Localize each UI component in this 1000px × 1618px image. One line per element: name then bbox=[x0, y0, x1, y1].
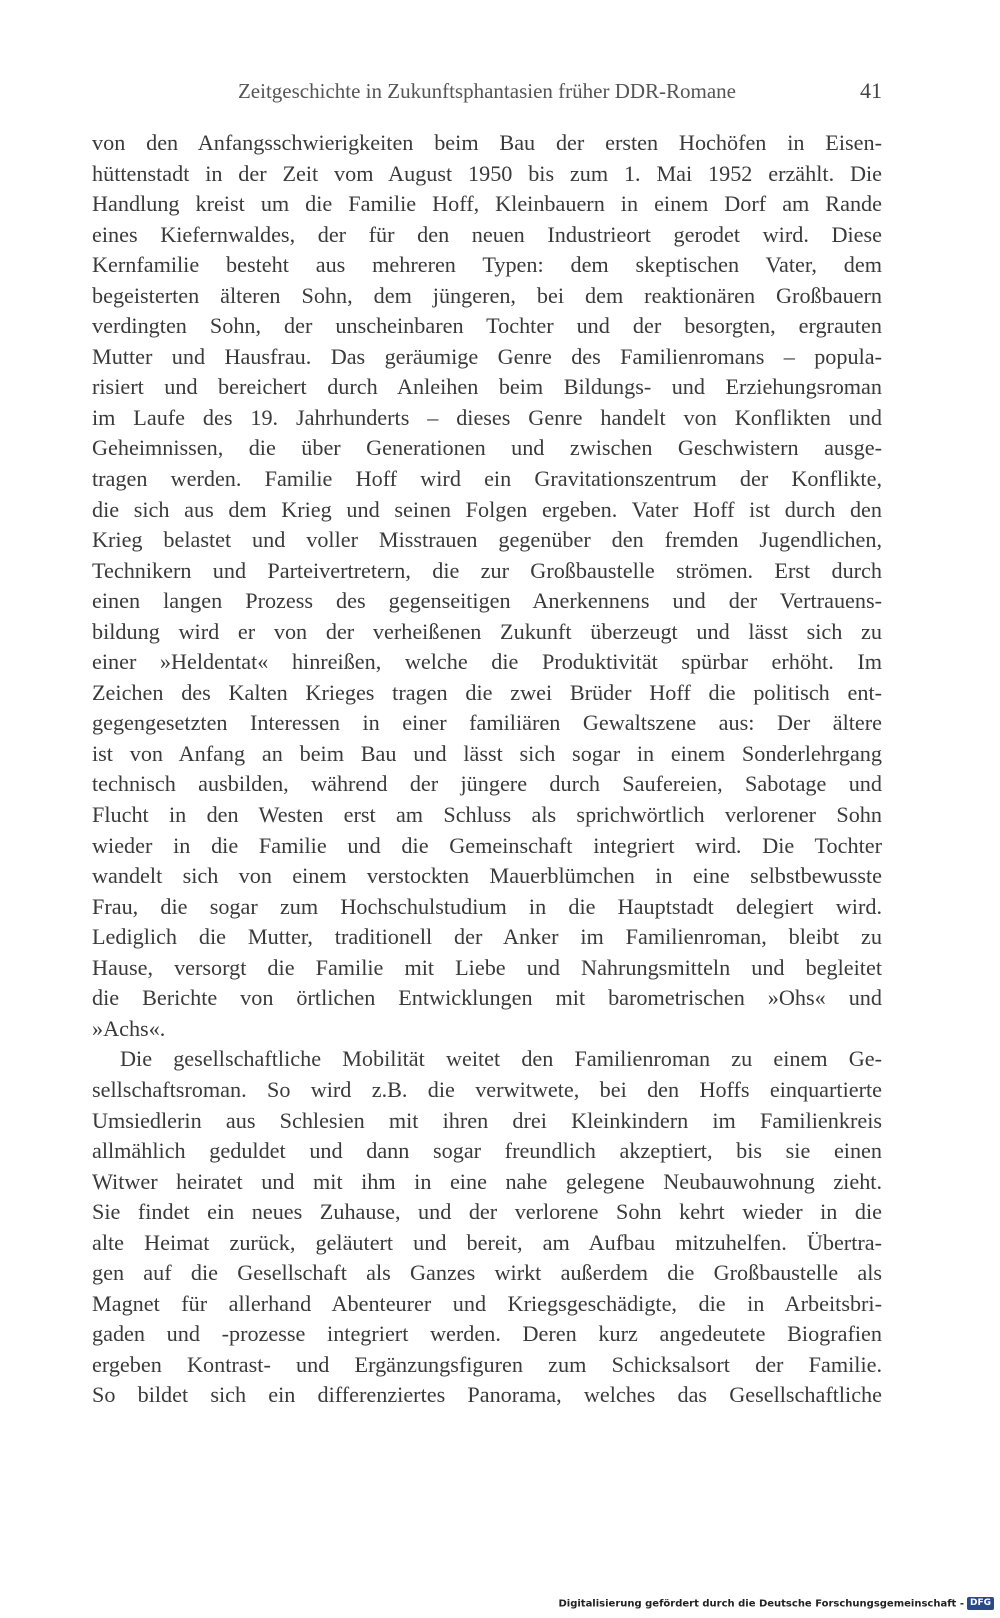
text-line: Geheimnissen, die über Generationen und zwischen Geschwistern ausge- bbox=[92, 435, 882, 461]
text-line: tragen werden. Familie Hoff wird ein Gravitationszentrum der Konflikte, bbox=[92, 466, 882, 492]
text-line: gen auf die Gesellschaft als Ganzes wirkt außerdem die Großbaustelle als bbox=[92, 1260, 882, 1286]
text-line: Sie findet ein neues Zuhause, und der verlorene Sohn kehrt wieder in die bbox=[92, 1199, 882, 1225]
text-line: Lediglich die Mutter, traditionell der Anker im Familienroman, bleibt zu bbox=[92, 924, 882, 950]
text-line: Witwer heiratet und mit ihm in eine nahe gelegene Neubauwohnung zieht. bbox=[92, 1168, 882, 1194]
text-line: einer »Heldentat« hinreißen, welche die Produktivität spürbar erhöht. Im bbox=[92, 649, 882, 675]
text-line: ergeben Kontrast- und Ergänzungsfiguren zum Schicksalsort der Familie. bbox=[92, 1351, 882, 1377]
text-line: gaden und -prozesse integriert werden. Deren kurz angedeutete Biografien bbox=[92, 1321, 882, 1347]
text-line: im Laufe des 19. Jahrhunderts – dieses Genre handelt von Konflikten und bbox=[92, 404, 882, 430]
dfg-logo: DFG bbox=[967, 1597, 994, 1610]
page-number: 41 bbox=[860, 78, 882, 103]
text-line: eines Kiefernwaldes, der für den neuen Industrieort gerodet wird. Diese bbox=[92, 221, 882, 247]
text-line: die sich aus dem Krieg und seinen Folgen ergeben. Vater Hoff ist durch den bbox=[92, 496, 882, 522]
text-line: risiert und bereichert durch Anleihen beim Bildungs- und Erziehungsroman bbox=[92, 374, 882, 400]
funding-note: Digitalisierung gefördert durch die Deutsche Forschungsgemeinschaft - bbox=[558, 1598, 964, 1610]
text-line: Flucht in den Westen erst am Schluss als sprichwörtlich verlorener Sohn bbox=[92, 802, 882, 828]
text-line: die Berichte von örtlichen Entwicklungen mit barometrischen »Ohs« und bbox=[92, 985, 882, 1011]
running-title: Zeitgeschichte in Zukunftsphantasien früher DDR-Romane bbox=[237, 79, 737, 103]
text-line: alte Heimat zurück, geläutert und bereit, am Aufbau mitzuhelfen. Übertra- bbox=[92, 1229, 882, 1255]
paragraph-2 bbox=[92, 1044, 882, 1411]
paragraph-1 bbox=[92, 128, 882, 1044]
text-line: Magnet für allerhand Abenteurer und Kriegsgeschädigte, die in Arbeitsbri- bbox=[92, 1290, 882, 1316]
text-line: einen langen Prozess des gegenseitigen Anerkennens und der Vertrauens- bbox=[92, 588, 882, 614]
text-line: Die gesellschaftliche Mobilität weitet den Familienroman zu einem Ge- bbox=[120, 1046, 882, 1072]
text-line: Kernfamilie besteht aus mehreren Typen: dem skeptischen Vater, dem bbox=[92, 252, 882, 278]
text-line: Hause, versorgt die Familie mit Liebe und Nahrungsmitteln und begleitet bbox=[92, 954, 882, 980]
text-line: allmählich geduldet und dann sogar freundlich akzeptiert, bis sie einen bbox=[92, 1138, 882, 1164]
text-line: So bildet sich ein differenziertes Panorama, welches das Gesellschaftliche bbox=[92, 1382, 882, 1408]
text-line: ist von Anfang an beim Bau und lässt sich sogar in einem Sonderlehrgang bbox=[92, 740, 882, 766]
running-header bbox=[92, 76, 882, 106]
text-line: begeisterten älteren Sohn, dem jüngeren, bei dem reaktionären Großbauern bbox=[92, 282, 882, 308]
text-line: wieder in die Familie und die Gemeinschaft integriert wird. Die Tochter bbox=[92, 832, 882, 858]
text-line: Umsiedlerin aus Schlesien mit ihren drei Kleinkindern im Familienkreis bbox=[92, 1107, 882, 1133]
footer bbox=[558, 1597, 994, 1610]
text-line: technisch ausbilden, während der jüngere durch Saufereien, Sabotage und bbox=[92, 771, 882, 797]
text-line: wandelt sich von einem verstockten Mauerblümchen in eine selbstbewusste bbox=[92, 863, 882, 889]
text-line: Mutter und Hausfrau. Das geräumige Genre des Familienromans – popula- bbox=[92, 343, 882, 369]
text-line: sellschaftsroman. So wird z.B. die verwitwete, bei den Hoffs einquartierte bbox=[92, 1076, 882, 1102]
text-line: »Achs«. bbox=[92, 1015, 166, 1041]
text-line: Frau, die sogar zum Hochschulstudium in die Hauptstadt delegiert wird. bbox=[92, 893, 882, 919]
text-line: Technikern und Parteivertretern, die zur Großbaustelle strömen. Erst durch bbox=[92, 557, 882, 583]
text-line: bildung wird er von der verheißenen Zukunft überzeugt und lässt sich zu bbox=[92, 618, 882, 644]
text-line: hüttenstadt in der Zeit vom August 1950 bis zum 1. Mai 1952 erzählt. Die bbox=[92, 160, 882, 186]
text-line: gegengesetzten Interessen in einer familiären Gewaltszene aus: Der ältere bbox=[92, 710, 882, 736]
text-line: Handlung kreist um die Familie Hoff, Kleinbauern in einem Dorf am Rande bbox=[92, 191, 882, 217]
text-line: von den Anfangsschwierigkeiten beim Bau der ersten Hochöfen in Eisen- bbox=[92, 130, 882, 155]
body-text bbox=[92, 128, 882, 1411]
text-line: verdingten Sohn, der unscheinbaren Tochter und der besorgten, ergrauten bbox=[92, 313, 882, 339]
text-line: Zeichen des Kalten Krieges tragen die zwei Brüder Hoff die politisch ent- bbox=[92, 679, 882, 705]
text-line: Krieg belastet und voller Misstrauen gegenüber den fremden Jugendlichen, bbox=[92, 527, 882, 553]
